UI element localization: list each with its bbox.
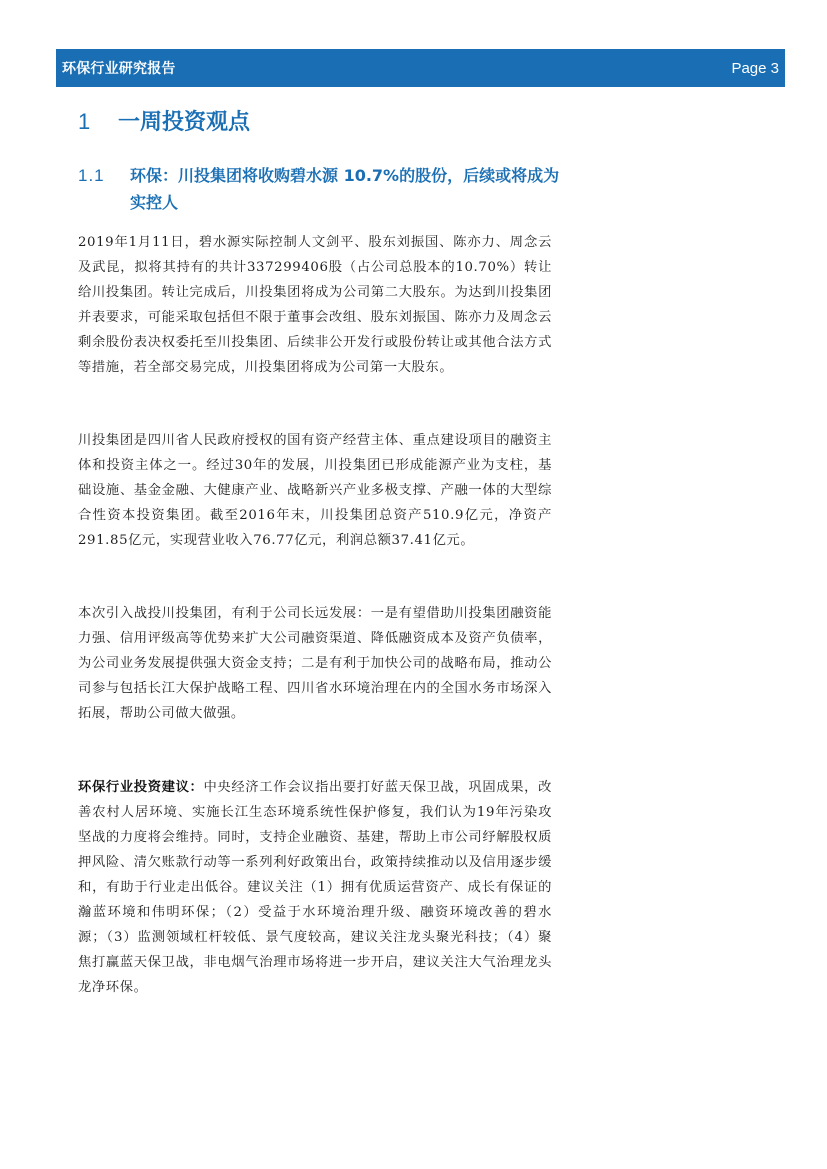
section-number: 1 xyxy=(78,109,91,134)
report-title: 环保行业研究报告 xyxy=(62,61,176,77)
subsection-number: 1.1 xyxy=(78,166,105,185)
paragraph-investment-advice xyxy=(78,775,552,1000)
subsection-heading xyxy=(78,162,560,216)
section-title: 一周投资观点 xyxy=(118,110,251,135)
paragraph-chuantou-profile: 川投集团是四川省人民政府授权的国有资产经营主体、重点建设项目的融资主体和投资主体之一。经过30年的发展，川投集团已形成能源产业为支柱，基础设施、基金金融、大健康产业、战略新兴产业多极支撑、产融一体的大型综合性资本投资集团。截至2016年末，川投集团总资产510.9亿元，净资产291.85亿元，实现营业收入76.77亿元，利润总额37.41亿元。 xyxy=(78,433,552,548)
subsection-title: 环保：川投集团将收购碧水源 10.7%的股份，后续或将成为实控人 xyxy=(130,166,560,212)
paragraph-transaction: 2019年1月11日，碧水源实际控制人文剑平、股东刘振国、陈亦力、周念云及武昆，拟将其持有的共计337299406股（占公司总股本的10.70%）转让给川投集团。转让完成后，川投集团将成为公司第二大股东。为达到川投集团并表要求，可能采取包括但不限于董事会改组、股东刘振国、陈亦力及周念云剩余股份表决权委托至川投集团、后续非公开发行或股份转让或其他合法方式等措施，若全部交易完成，川投集团将成为公司第一大股东。 xyxy=(78,235,552,375)
investment-advice-text: 中央经济工作会议指出要打好蓝天保卫战，巩固成果，改善农村人居环境、实施长江生态环境系统性保护修复，我们认为19年污染攻坚战的力度将会维持。同时，支持企业融资、基建，帮助上市公司纾解股权质押风险、清欠账款行动等一系列利好政策出台，政策持续推动以及信用逐步缓和，有助于行业走出低谷。建议关注（1）拥有优质运营资产、成长有保证的瀚蓝环境和伟明环保；（2）受益于水环境治理升级、融资环境改善的碧水源；（3）监测领域杠杆较低、景气度较高，建议关注龙头聚光科技；（4）聚焦打赢蓝天保卫战，非电烟气治理市场将进一步开启，建议关注大气治理龙头龙净环保。 xyxy=(78,780,552,995)
paragraph-strategic-benefits: 本次引入战投川投集团，有利于公司长远发展：一是有望借助川投集团融资能力强、信用评级高等优势来扩大公司融资渠道、降低融资成本及资产负债率，为公司业务发展提供强大资金支持；二是有利于加快公司的战略布局，推动公司参与包括长江大保护战略工程、四川省水环境治理在内的全国水务市场深入拓展，帮助公司做大做强。 xyxy=(78,606,552,721)
investment-advice-label: 环保行业投资建议： xyxy=(78,780,204,795)
page-number: Page 3 xyxy=(731,59,779,77)
page-header xyxy=(56,49,785,87)
section-heading xyxy=(78,105,250,136)
